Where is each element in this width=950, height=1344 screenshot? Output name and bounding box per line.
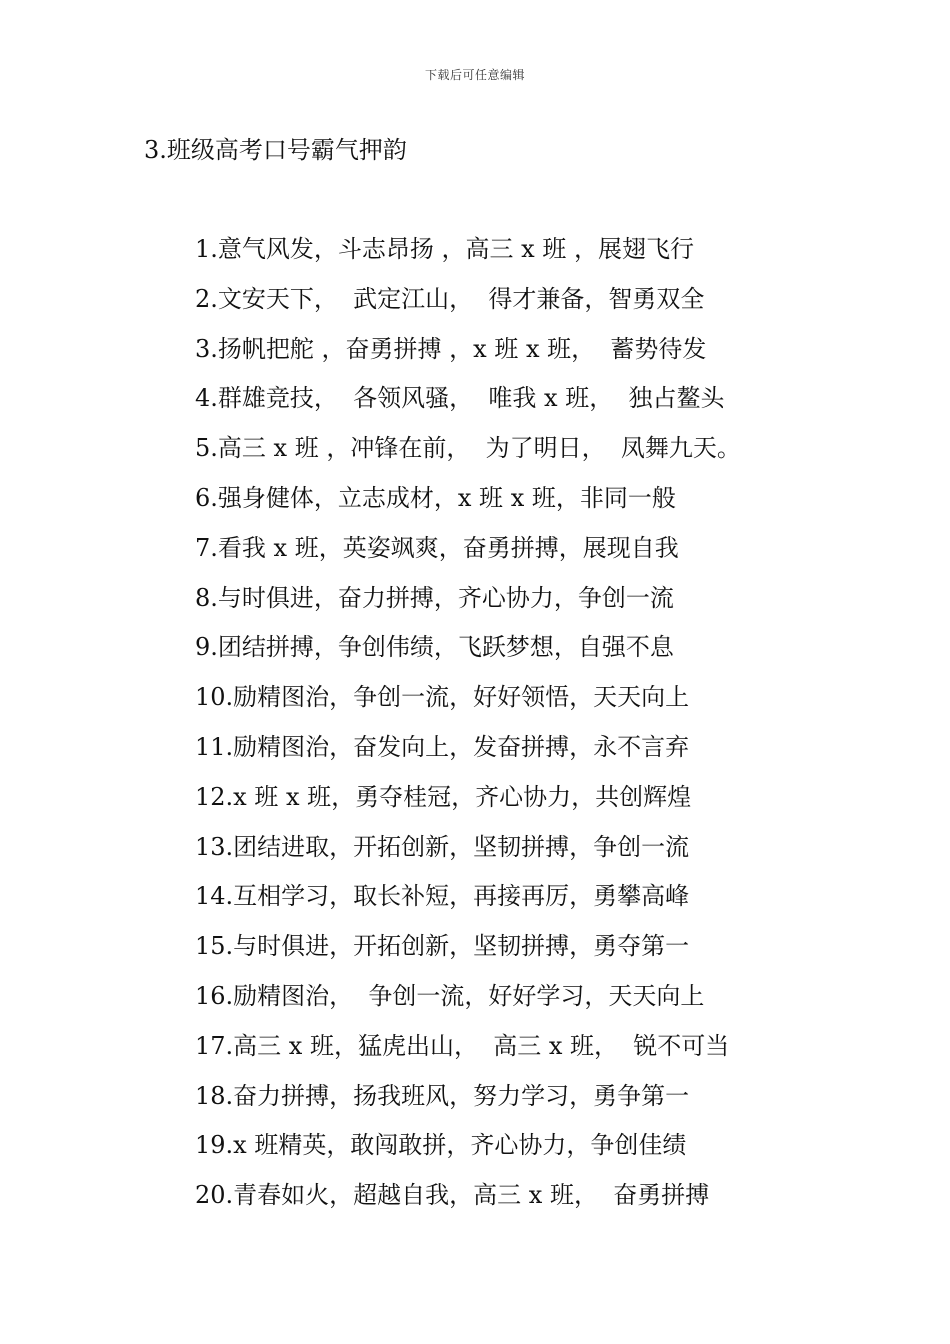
slogan-item: 14.互相学习，取长补短，再接再厉，勇攀高峰 [195,882,690,911]
slogan-item: 6.强身健体，立志成材，x 班 x 班，非同一般 [195,483,676,512]
slogan-item: 7.看我 x 班，英姿飒爽，奋勇拼搏，展现自我 [195,533,679,562]
slogan-item: 1.意气风发，斗志昂扬 ，高三 x 班 ，展翅飞行 [195,235,694,263]
section-title: 3.班级高考口号霸气押韵 [144,136,407,164]
slogan-item: 15.与时俱进，开拓创新，坚韧拼搏，勇夺第一 [195,932,690,961]
slogan-item: 2.文安天下， 武定江山， 得才兼备，智勇双全 [195,284,705,313]
slogan-item: 3.扬帆把舵 ，奋勇拼搏 ，x 班 x 班， 蓄势待发 [195,334,707,363]
slogan-item: 12.x 班 x 班，勇夺桂冠，齐心协力，共创辉煌 [195,782,692,811]
slogan-item: 18.奋力拼搏，扬我班风，努力学习，勇争第一 [195,1081,690,1110]
slogan-item: 8.与时俱进，奋力拼搏，齐心协力，争创一流 [195,583,674,612]
slogan-item: 11.励精图治，奋发向上，发奋拼搏，永不言弃 [195,732,690,761]
slogan-item: 5.高三 x 班 ，冲锋在前， 为了明日， 凤舞九天。 [195,434,741,463]
slogan-item: 17.高三 x 班，猛虎出山， 高三 x 班， 锐不可当 [195,1031,730,1060]
slogan-list [195,232,741,1228]
slogan-item: 4.群雄竞技， 各领风骚， 唯我 x 班， 独占鳌头 [195,384,725,413]
slogan-item: 9.团结拼搏，争创伟绩，飞跃梦想，自强不息 [195,633,674,662]
slogan-item: 10.励精图治，争创一流，好好领悟，天天向上 [195,683,690,712]
slogan-item: 20.青春如火，超越自我，高三 x 班， 奋勇拼搏 [195,1181,710,1210]
slogan-item: 13.团结进取，开拓创新，坚韧拼搏，争创一流 [195,832,690,861]
slogan-item: 19.x 班精英，敢闯敢拼，齐心协力，争创佳绩 [195,1131,687,1160]
header-note: 下载后可任意编辑 [424,68,525,82]
slogan-item: 16.励精图治， 争创一流，好好学习，天天向上 [195,981,705,1010]
